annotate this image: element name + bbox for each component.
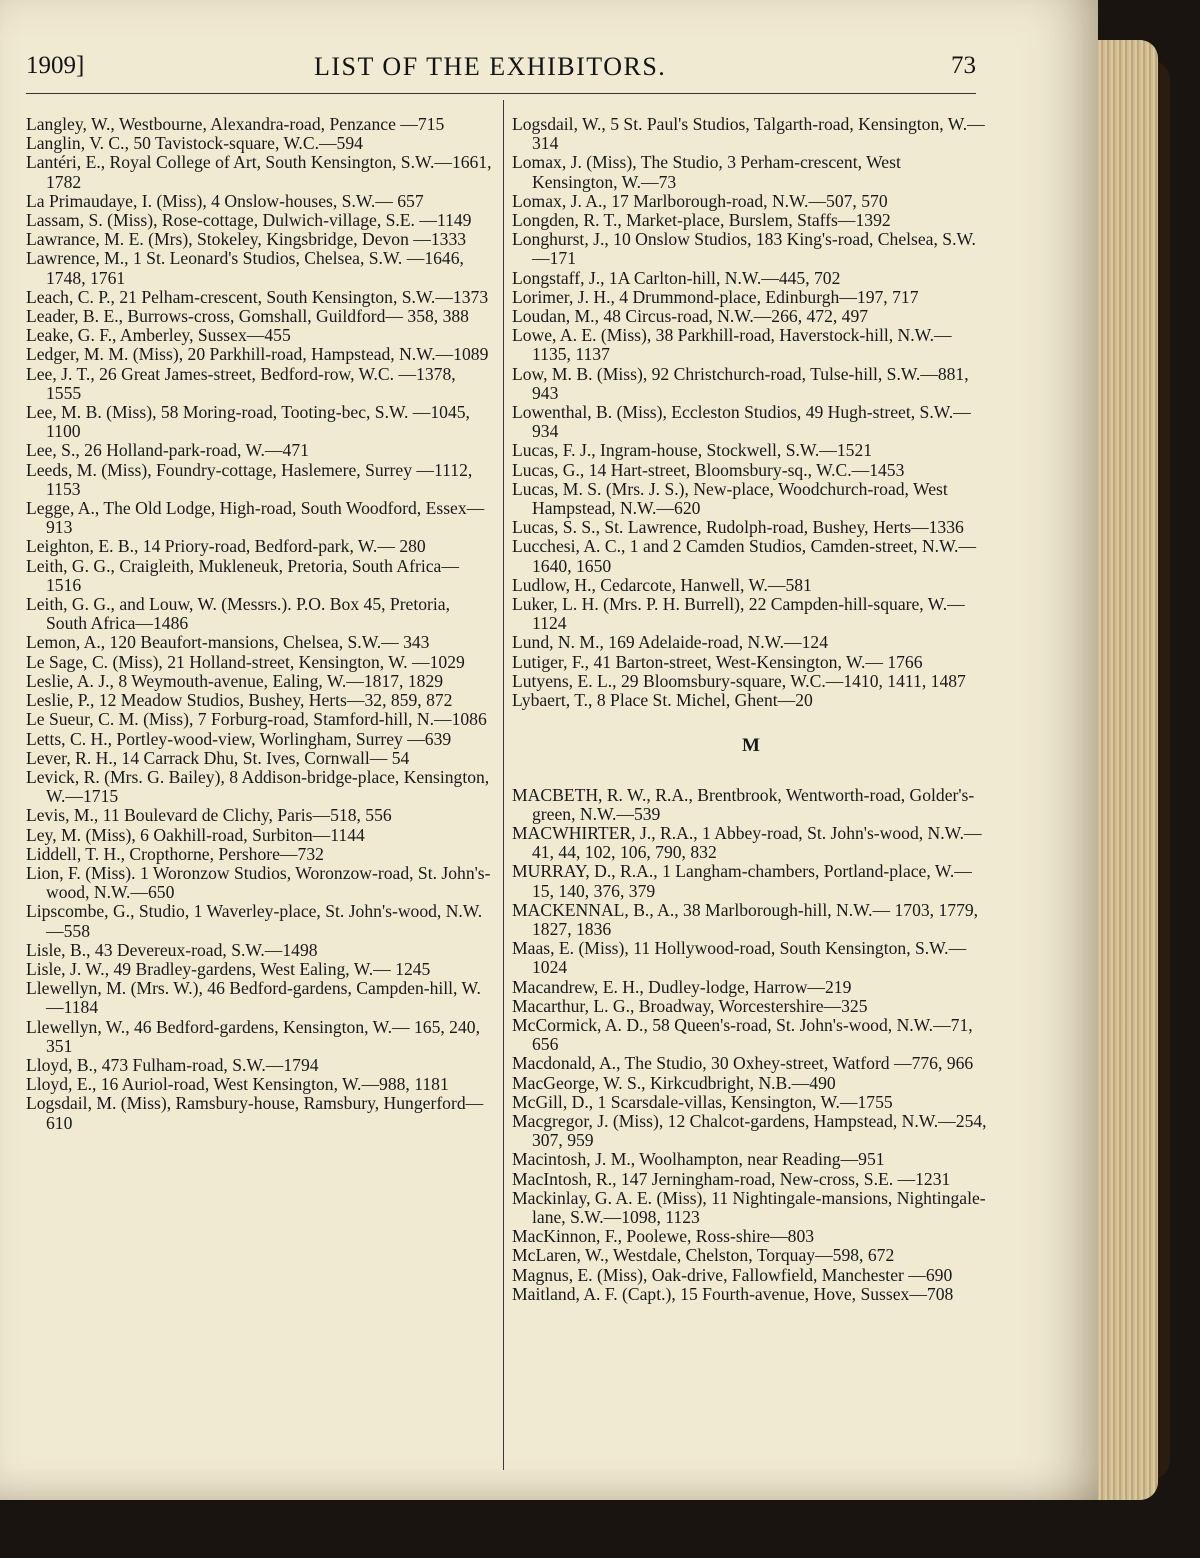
header-title: LIST OF THE EXHIBITORS.: [314, 52, 667, 81]
exhibitor-entry: Leighton, E. B., 14 Priory-road, Bedford-park, W.— 280: [26, 536, 426, 557]
exhibitor-entry: Leake, G. F., Amberley, Sussex—455: [26, 325, 291, 346]
exhibitor-entry: McGill, D., 1 Scarsdale-villas, Kensington, W.—1755: [512, 1091, 893, 1112]
exhibitor-entry: Lever, R. H., 14 Carrack Dhu, St. Ives, Cornwall— 54: [26, 747, 410, 768]
exhibitor-entry: Lutiger, F., 41 Barton-street, West-Kensington, W.— 1766: [512, 651, 923, 672]
column-divider: [503, 100, 504, 1470]
section-letter: M: [742, 735, 760, 757]
exhibitor-entry: MACBETH, R. W., R.A., Brentbrook, Wentworth-road, Golder's-green, N.W.—539: [512, 784, 975, 824]
right-column: [512, 115, 990, 1304]
exhibitor-entry: Lisle, B., 43 Devereux-road, S.W.—1498: [26, 939, 318, 960]
exhibitor-entry: Lomax, J. (Miss), The Studio, 3 Perham-crescent, West Kensington, W.—73: [512, 152, 901, 192]
exhibitor-entry: Lantéri, E., Royal College of Art, South Kensington, S.W.—1661, 1782: [26, 152, 492, 192]
exhibitor-entry: Macandrew, E. H., Dudley-lodge, Harrow—219: [512, 976, 852, 997]
header-rule: [26, 93, 976, 94]
exhibitor-entry: Logsdail, W., 5 St. Paul's Studios, Talgarth-road, Kensington, W.—314: [512, 114, 985, 154]
exhibitor-entry: Lloyd, B., 473 Fulham-road, S.W.—1794: [26, 1054, 319, 1075]
exhibitor-entry: Letts, C. H., Portley-wood-view, Worlingham, Surrey —639: [26, 728, 452, 749]
exhibitor-entry: Logsdail, M. (Miss), Ramsbury-house, Ramsbury, Hungerford—610: [26, 1093, 484, 1133]
exhibitor-entry: Macarthur, L. G., Broadway, Worcestershire—325: [512, 995, 868, 1016]
header-year: 1909]: [26, 52, 85, 79]
exhibitor-entry: Lund, N. M., 169 Adelaide-road, N.W.—124: [512, 632, 828, 653]
exhibitor-entry: Lucchesi, A. C., 1 and 2 Camden Studios, Camden-street, N.W.—1640, 1650: [512, 536, 977, 576]
exhibitor-entry: Lutyens, E. L., 29 Bloomsbury-square, W.C.—1410, 1411, 1487: [512, 670, 966, 691]
exhibitor-entry: Lawrance, M. E. (Mrs), Stokeley, Kingsbridge, Devon —1333: [26, 229, 467, 250]
exhibitor-entry: MURRAY, D., R.A., 1 Langham-chambers, Portland-place, W.—15, 140, 376, 379: [512, 861, 972, 901]
exhibitor-entry: Leith, G. G., and Louw, W. (Messrs.). P.O. Box 45, Pretoria, South Africa—1486: [26, 594, 451, 634]
exhibitor-entry: Low, M. B. (Miss), 92 Christchurch-road, Tulse-hill, S.W.—881, 943: [512, 363, 969, 403]
exhibitor-entry: Legge, A., The Old Lodge, High-road, South Woodford, Essex—913: [26, 498, 485, 538]
exhibitor-entry: Lawrence, M., 1 St. Leonard's Studios, Chelsea, S.W. —1646, 1748, 1761: [26, 248, 464, 288]
exhibitor-entry: La Primaudaye, I. (Miss), 4 Onslow-houses, S.W.— 657: [26, 190, 424, 211]
exhibitor-entry: Magnus, E. (Miss), Oak-drive, Fallowfield, Manchester —690: [512, 1264, 953, 1285]
exhibitor-entry: Lorimer, J. H., 4 Drummond-place, Edinburgh—197, 717: [512, 286, 919, 307]
exhibitor-entry: Ley, M. (Miss), 6 Oakhill-road, Surbiton—1144: [26, 824, 365, 845]
exhibitor-entry: Llewellyn, M. (Mrs. W.), 46 Bedford-gardens, Campden-hill, W.—1184: [26, 978, 481, 1018]
exhibitor-entry: Lucas, M. S. (Mrs. J. S.), New-place, Woodchurch-road, West Hampstead, N.W.—620: [512, 478, 948, 519]
page-number: 73: [951, 52, 976, 79]
exhibitor-entry: Lucas, G., 14 Hart-street, Bloomsbury-sq., W.C.—1453: [512, 459, 905, 480]
exhibitor-entry: Liddell, T. H., Cropthorne, Pershore—732: [26, 843, 324, 864]
exhibitor-entry: Lybaert, T., 8 Place St. Michel, Ghent—20: [512, 690, 813, 711]
exhibitor-entry: Leslie, P., 12 Meadow Studios, Bushey, Herts—32, 859, 872: [26, 690, 453, 711]
exhibitor-entry: Loudan, M., 48 Circus-road, N.W.—266, 472, 497: [512, 306, 869, 327]
exhibitor-entry: Ledger, M. M. (Miss), 20 Parkhill-road, Hampstead, N.W.—1089: [26, 344, 489, 365]
exhibitor-entry: Lloyd, E., 16 Auriol-road, West Kensington, W.—988, 1181: [26, 1074, 449, 1095]
exhibitor-entry: Lowenthal, B. (Miss), Eccleston Studios, 49 Hugh-street, S.W.—934: [512, 402, 971, 442]
exhibitor-entry: Lee, M. B. (Miss), 58 Moring-road, Tooting-bec, S.W. —1045, 1100: [26, 402, 470, 442]
exhibitor-entry: Macintosh, J. M., Woolhampton, near Reading—951: [512, 1149, 885, 1170]
page-edges: [1098, 40, 1158, 1500]
exhibitor-entry: Maitland, A. F. (Capt.), 15 Fourth-avenue, Hove, Sussex—708: [512, 1283, 954, 1304]
exhibitor-entry: Le Sage, C. (Miss), 21 Holland-street, Kensington, W. —1029: [26, 651, 465, 672]
exhibitor-entry: Leader, B. E., Burrows-cross, Gomshall, Guildford— 358, 388: [26, 306, 469, 327]
exhibitor-entry: Maas, E. (Miss), 11 Hollywood-road, South Kensington, S.W.—1024: [512, 938, 967, 978]
exhibitor-entry: Llewellyn, W., 46 Bedford-gardens, Kensington, W.— 165, 240, 351: [26, 1016, 480, 1056]
exhibitor-entry: Levis, M., 11 Boulevard de Clichy, Paris—518, 556: [26, 805, 392, 826]
exhibitor-entry: Ludlow, H., Cedarcote, Hanwell, W.—581: [512, 574, 812, 595]
exhibitor-entry: Lowe, A. E. (Miss), 38 Parkhill-road, Haverstock-hill, N.W.—1135, 1137: [512, 325, 952, 365]
exhibitor-entry: Langley, W., Westbourne, Alexandra-road, Penzance —715: [26, 114, 445, 134]
exhibitor-entry: Lucas, F. J., Ingram-house, Stockwell, S.W.—1521: [512, 440, 873, 461]
exhibitor-entry: Lucas, S. S., St. Lawrence, Rudolph-road, Bushey, Herts—1336: [512, 517, 964, 538]
exhibitor-entry: MACKENNAL, B., A., 38 Marlborough-hill, N.W.— 1703, 1779, 1827, 1836: [512, 899, 979, 939]
exhibitor-entry: Macgregor, J. (Miss), 12 Chalcot-gardens, Hampstead, N.W.—254, 307, 959: [512, 1110, 987, 1151]
exhibitor-entry: Luker, L. H. (Mrs. P. H. Burrell), 22 Campden-hill-square, W.—1124: [512, 594, 965, 634]
exhibitor-entry: Leith, G. G., Craigleith, Mukleneuk, Pretoria, South Africa—1516: [26, 555, 459, 595]
exhibitor-entry: Leslie, A. J., 8 Weymouth-avenue, Ealing, W.—1817, 1829: [26, 670, 444, 691]
exhibitor-entry: Mackinlay, G. A. E. (Miss), 11 Nightingale-mansions, Nightingale-lane, S.W.—1098, 1123: [512, 1187, 986, 1227]
exhibitor-entry: Macdonald, A., The Studio, 30 Oxhey-street, Watford —776, 966: [512, 1053, 974, 1074]
exhibitor-entry: McLaren, W., Westdale, Chelston, Torquay—598, 672: [512, 1245, 895, 1266]
exhibitor-entry: Levick, R. (Mrs. G. Bailey), 8 Addison-bridge-place, Kensington, W.—1715: [26, 766, 490, 807]
exhibitor-entry: Lee, J. T., 26 Great James-street, Bedford-row, W.C. —1378, 1555: [26, 363, 456, 403]
exhibitor-entry: Longstaff, J., 1A Carlton-hill, N.W.—445, 702: [512, 267, 841, 288]
exhibitor-entry: Langlin, V. C., 50 Tavistock-square, W.C.—594: [26, 133, 363, 154]
exhibitor-entry: MACWHIRTER, J., R.A., 1 Abbey-road, St. John's-wood, N.W.—41, 44, 102, 106, 790, 832: [512, 822, 982, 863]
exhibitor-entry: McCormick, A. D., 58 Queen's-road, St. John's-wood, N.W.—71, 656: [512, 1014, 973, 1055]
exhibitor-entry: MacIntosh, R., 147 Jerningham-road, New-cross, S.E. —1231: [512, 1168, 951, 1189]
exhibitor-entry: Leach, C. P., 21 Pelham-crescent, South Kensington, S.W.—1373: [26, 286, 489, 307]
exhibitor-entry: Lemon, A., 120 Beaufort-mansions, Chelsea, S.W.— 343: [26, 632, 430, 653]
exhibitor-entry: Leeds, M. (Miss), Foundry-cottage, Haslemere, Surrey —1112, 1153: [26, 459, 473, 499]
exhibitor-entry: Lassam, S. (Miss), Rose-cottage, Dulwich-village, S.E. —1149: [26, 210, 472, 231]
exhibitor-entry: Longden, R. T., Market-place, Burslem, Staffs—1392: [512, 210, 891, 231]
exhibitor-entry: Le Sueur, C. M. (Miss), 7 Forburg-road, Stamford-hill, N.—1086: [26, 709, 487, 730]
page-header: [26, 52, 976, 92]
exhibitor-entry: MacGeorge, W. S., Kirkcudbright, N.B.—490: [512, 1072, 836, 1093]
exhibitor-entry: Lion, F. (Miss). 1 Woronzow Studios, Woronzow-road, St. John's-wood, N.W.—650: [26, 862, 491, 903]
exhibitor-entry: Lisle, J. W., 49 Bradley-gardens, West Ealing, W.— 1245: [26, 958, 431, 979]
exhibitor-entry: Longhurst, J., 10 Onslow Studios, 183 King's-road, Chelsea, S.W.—171: [512, 229, 976, 269]
exhibitor-entry: Lipscombe, G., Studio, 1 Waverley-place, St. John's-wood, N.W.—558: [26, 901, 483, 941]
exhibitor-entry: Lomax, J. A., 17 Marlborough-road, N.W.—507, 570: [512, 190, 888, 211]
exhibitor-entry: MacKinnon, F., Poolewe, Ross-shire—803: [512, 1226, 815, 1247]
exhibitor-entry: Lee, S., 26 Holland-park-road, W.—471: [26, 440, 309, 461]
left-column: [26, 115, 494, 1133]
